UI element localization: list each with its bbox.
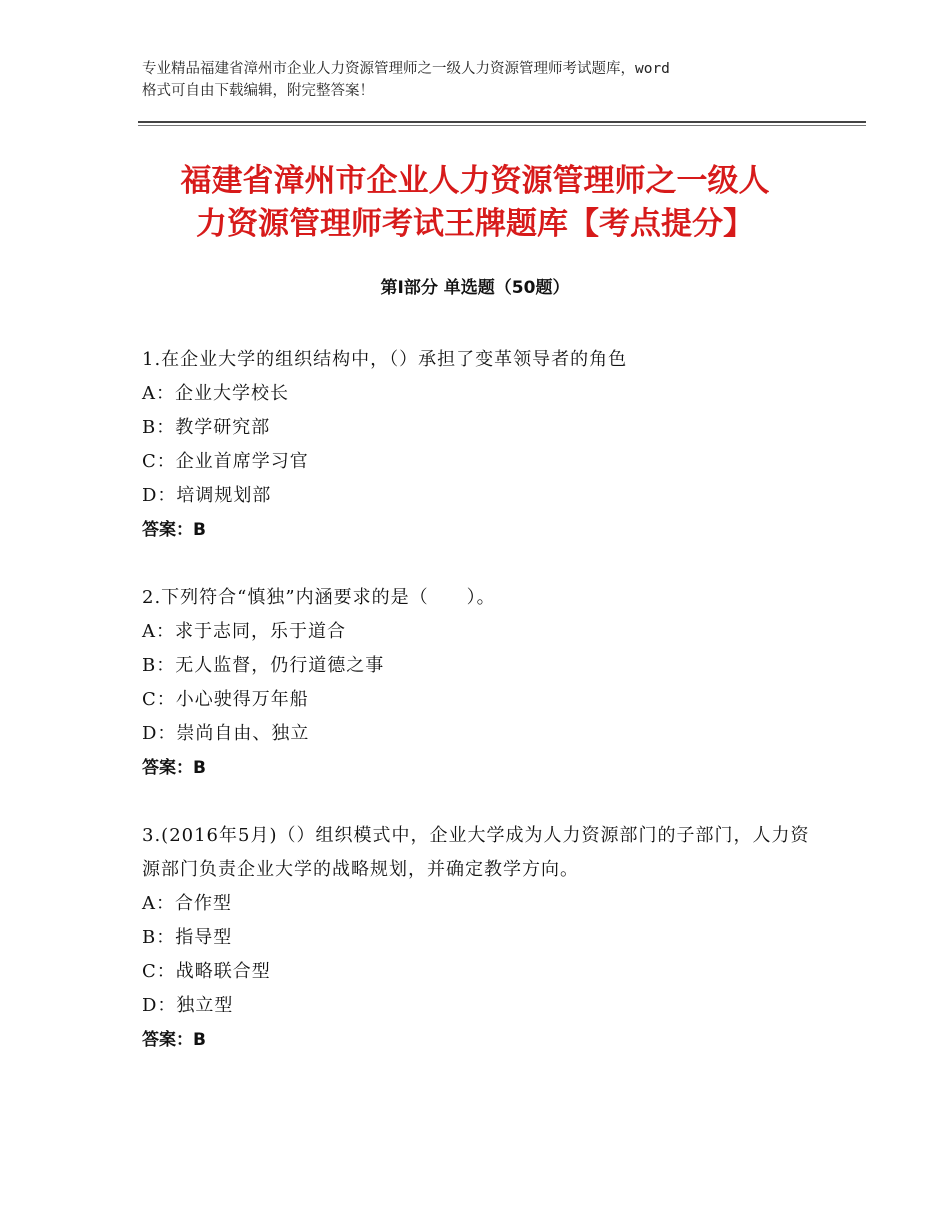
- header-divider-thick: [138, 121, 866, 123]
- option-b: B：指导型: [142, 927, 233, 948]
- document-title-line-2: 力资源管理师考试王牌题库【考点提分】: [196, 206, 754, 242]
- option-d: D：培调规划部: [142, 485, 272, 506]
- option-a: A：合作型: [142, 893, 232, 914]
- header-note-line-1: 专业精品福建省漳州市企业人力资源管理师之一级人力资源管理师考试题库，word: [142, 61, 670, 77]
- header-note: [142, 58, 832, 102]
- question-stem: 3.(2016年5月)（）组织模式中，企业大学成为人力资源部门的子部门，人力资源部门负责企业大学的战略规划，并确定教学方向。: [142, 825, 810, 880]
- document-title: [120, 160, 830, 246]
- section-title: 第Ⅰ部分 单选题（50题）: [380, 278, 570, 298]
- option-c: C：小心驶得万年船: [142, 689, 309, 710]
- document-title-line-1: 福建省漳州市企业人力资源管理师之一级人: [180, 163, 770, 199]
- option-b: B：教学研究部: [142, 417, 271, 438]
- option-c: C：企业首席学习官: [142, 451, 309, 472]
- option-b: B：无人监督，仍行道德之事: [142, 655, 385, 676]
- question-list: [142, 343, 822, 1091]
- question-answer: 答案：B: [142, 1030, 206, 1050]
- option-d: D：崇尚自由、独立: [142, 723, 310, 744]
- question-answer: 答案：B: [142, 520, 206, 540]
- option-a: A：求于志同，乐于道合: [142, 621, 346, 642]
- question-stem: 2.下列符合“慎独”内涵要求的是（ ）。: [142, 587, 496, 608]
- option-a: A：企业大学校长: [142, 383, 289, 404]
- question-3: [142, 819, 822, 1057]
- option-c: C：战略联合型: [142, 961, 271, 982]
- question-1: [142, 343, 822, 547]
- header-note-line-2: 格式可自由下载编辑，附完整答案！: [142, 83, 374, 99]
- question-answer: 答案：B: [142, 758, 206, 778]
- question-stem: 1.在企业大学的组织结构中，（）承担了变革领导者的角色: [142, 349, 628, 370]
- header-divider-thin: [138, 125, 866, 126]
- question-2: [142, 581, 822, 785]
- option-d: D：独立型: [142, 995, 234, 1016]
